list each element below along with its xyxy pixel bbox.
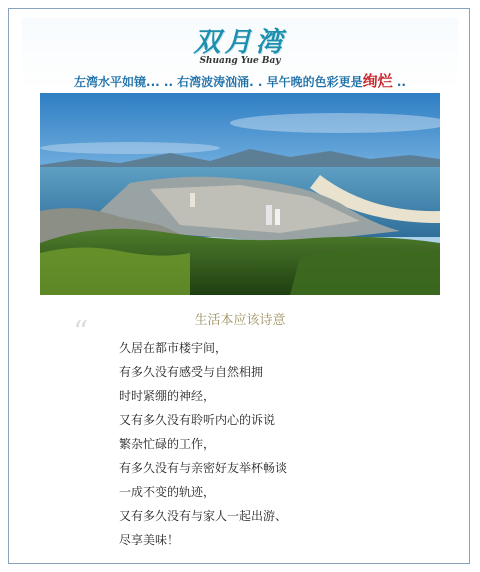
poem-line: 有多久没有与亲密好友举杯畅谈 xyxy=(119,461,288,475)
poem-line: 尽享美味！ xyxy=(119,533,180,547)
bay-landscape-image xyxy=(40,93,440,295)
section-title: 生活本应该诗意 xyxy=(194,313,286,328)
poem-text xyxy=(119,336,287,552)
header-banner xyxy=(22,18,458,92)
poem-line: 繁杂忙碌的工作， xyxy=(119,437,216,451)
poem-line: 又有多久没有与家人一起出游、 xyxy=(119,509,288,523)
tagline xyxy=(22,70,458,91)
poem-line: 有多久没有感受与自然相拥 xyxy=(119,365,264,379)
tagline-highlight: 绚烂 xyxy=(362,72,393,90)
logo-title: 双月湾 xyxy=(193,27,287,58)
tagline-text: 左湾水平如镜... .. 右湾波涛汹涌. . 早午晚的色彩更是 xyxy=(74,75,363,89)
quote-mark-icon: “ xyxy=(73,315,89,350)
poem-line: 时时紧绷的神经， xyxy=(119,389,216,403)
poem-line: 一成不变的轨迹， xyxy=(119,485,216,499)
tagline-end: .. xyxy=(392,75,406,89)
poem-line: 久居在都市楼宇间， xyxy=(119,341,228,355)
bay-photo xyxy=(40,93,440,295)
poem-line: 又有多久没有聆听内心的诉说 xyxy=(119,413,276,427)
logo-subtitle: Shuang Yue Bay xyxy=(199,56,281,66)
